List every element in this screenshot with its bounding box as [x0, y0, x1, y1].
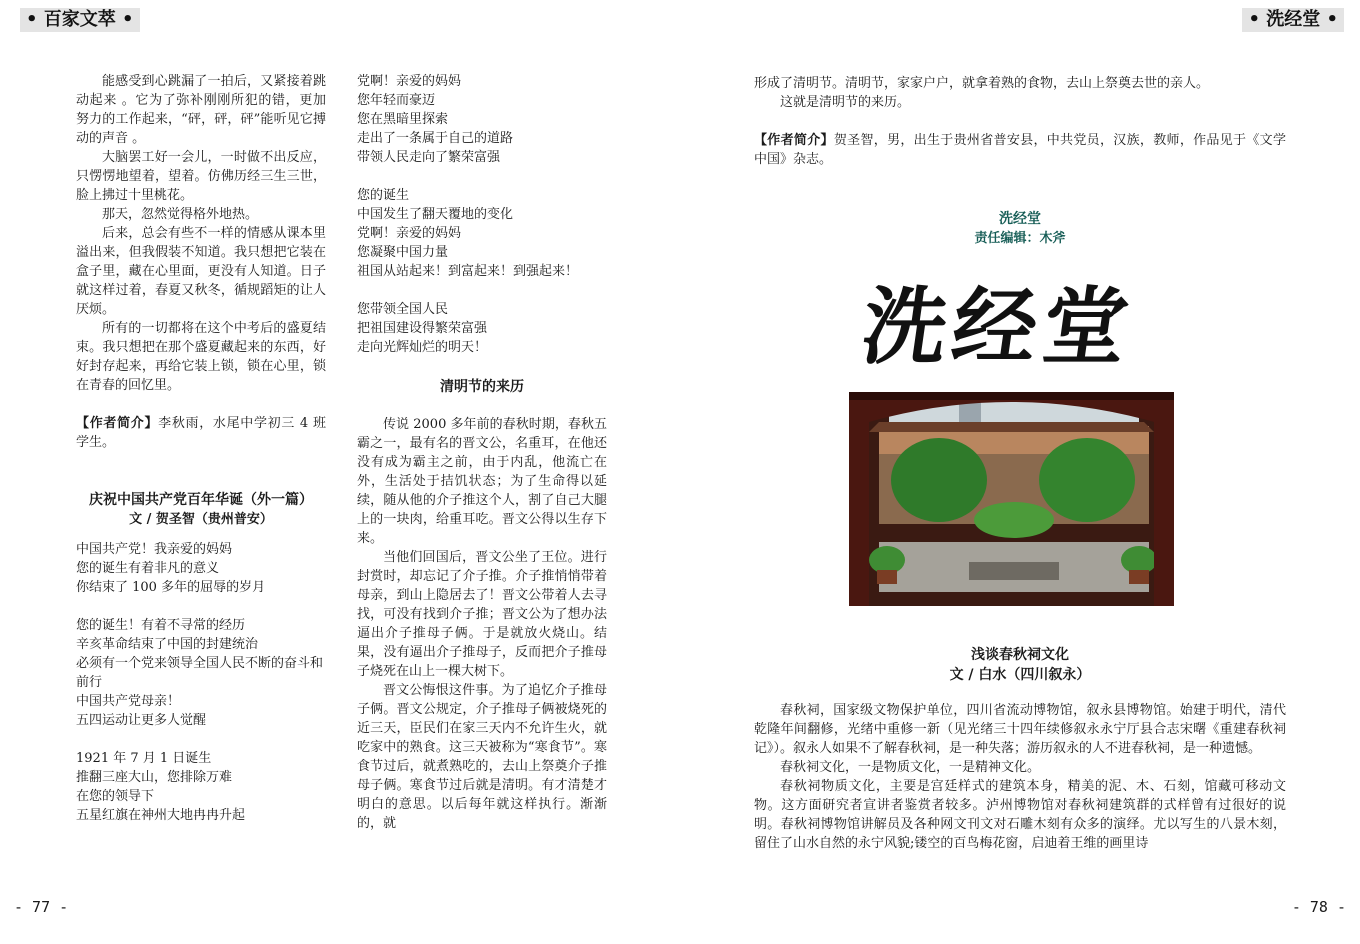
paragraph: 后来，总会有些不一样的情感从课本里溢出来，但我假装不知道。我只想把它装在盒子里，藏在心里面，更没有人知道。日子就这样过着，春夏又秋冬，循规蹈矩的让人厌烦。	[76, 226, 326, 317]
poem-line: 必须有一个党来领导全国人民不断的奋斗和前行	[76, 656, 324, 690]
poem-line: 走向光辉灿烂的明天！	[357, 340, 488, 355]
poem-line: 带领人民走向了繁荣富强	[357, 150, 501, 165]
poem-title: 庆祝中国共产党百年华诞（外一篇）	[89, 492, 313, 508]
paragraph: 春秋祠物质文化，主要是宫廷样式的建筑本身，精美的泥、木、石刻，馆藏可移动文物。这方面研究者宣讲者鉴赏者较多。泸州博物馆对春秋祠建筑群的式样曾有过很好的说明。春秋祠博物馆讲解员及各种网文刊文对石雕木刻有众多的演绎。尤以写生的八景木刻，留住了山水自然的永宁风貌;镂空的百鸟梅花窗，启迪着王维的画里诗	[754, 779, 1286, 851]
poem-byline: 文 / 贺圣智（贵州普安）	[129, 512, 273, 527]
paragraph: 能感受到心跳漏了一拍后，又紧接着跳动起来 。它为了弥补刚刚所犯的错，更加努力的工作起来，“砰，砰，砰”能听见它搏动的声音 。	[76, 74, 326, 146]
section-editor: 责任编辑：木斧	[974, 231, 1066, 246]
calligraphy-text: 洗经堂	[856, 276, 1141, 376]
poem-line: 1921 年 7 月 1 日诞生	[76, 751, 212, 766]
poem-line: 中国共产党母亲！	[76, 694, 181, 709]
author-bio	[754, 131, 1286, 169]
paragraph: 传说 2000 多年前的春秋时期，春秋五霸之一，最有名的晋文公，名重耳，在他还没有成为霸主之前，由于内乱，他流亡在外，生活处于拮饥状态；为了生命得以延续，随从他的介子推这个人，割了自己大腿上的一块肉，给重耳吃。晋文公得以生存下来。	[357, 417, 607, 546]
essay-title: 浅谈春秋祠文化	[971, 647, 1069, 663]
courtyard-photo	[849, 392, 1174, 606]
poem-line: 您的诞生有着非凡的意义	[76, 561, 220, 576]
author-bio	[76, 414, 326, 452]
poem-line: 您的诞生！有着不寻常的经历	[76, 618, 246, 633]
author-bio-text: 贺圣智，男，出生于贵州省普安县，中共党员，汉族，教师，作品见于《文学中国》杂志。	[754, 133, 1286, 167]
poem-lines-1	[76, 540, 326, 825]
paragraph: 晋文公悔恨这件事。为了追忆介子推母子俩。晋文公规定，介子推母子俩被烧死的近三天，臣民们在家三天内不允许生火，就吃家中的熟食。这三天被称为“寒食节”。寒食节过后，就煮熟吃的，去山上祭奠介子推母子俩。寒食节过后就是清明。有才清楚才明白的意思。以后每年就这样执行。渐渐的，就	[357, 683, 607, 831]
paragraph: 这就是清明节的来历。	[780, 95, 911, 110]
poem-line: 中国共产党！我亲爱的妈妈	[76, 542, 233, 557]
poem-line: 您年轻而豪迈	[357, 93, 436, 108]
poem-line: 辛亥革命结束了中国的封建统治	[76, 637, 259, 652]
poem-line: 中国发生了翻天覆地的变化	[357, 207, 514, 222]
poem-line: 您在黑暗里探索	[357, 112, 449, 127]
author-bio-label: 【作者简介】	[754, 133, 834, 148]
essay-title: 清明节的来历	[440, 379, 524, 395]
poem-lines-2	[357, 72, 607, 357]
poem-line: 把祖国建设得繁荣富强	[357, 321, 488, 336]
poem-line: 您的诞生	[357, 188, 410, 203]
column-1	[76, 72, 326, 825]
author-bio-text: 李秋雨，水尾中学初三 4 班学生。	[76, 416, 326, 450]
author-bio-label: 【作者简介】	[76, 416, 159, 431]
paragraph: 春秋祠，国家级文物保护单位，四川省流动博物馆，叙永县博物馆。始建于明代，清代乾隆年间翻修，光绪中重修一新（见光绪三十四年续修叙永永宁厅县合志宋曙《重建春秋祠记》）。叙永人如果不了解春秋祠，是一种失落；游历叙永的人不进春秋祠，是一种遗憾。	[754, 703, 1286, 756]
paragraph: 当他们回国后，晋文公坐了王位。进行封赏时，却忘记了介子推。介子推悄悄带着母亲，到山上隐居去了！晋文公带着人去寻找，可没有找到介子推；晋文公为了想办法逼出介子推母子俩。于是就放火烧山。结果，没有逼出介子推母子，反而把介子推母子烧死在山上一棵大树下。	[357, 550, 607, 679]
poem-line: 五星红旗在神州大地冉冉升起	[76, 808, 246, 823]
paragraph: 那天，忽然觉得格外地热。	[102, 207, 259, 222]
poem-line: 党啊！亲爱的妈妈	[357, 226, 462, 241]
paragraph: 所有的一切都将在这个中考后的盛夏结束。我只想把在那个盛夏藏起来的东西，好好封存起来，再给它装上锁，锁在心里，锁在青春的回忆里。	[76, 321, 326, 393]
calligraphy-title-image	[858, 256, 1140, 384]
section-header-left: • 百家文萃 •	[20, 8, 140, 32]
essay-byline: 文 / 白水（四川叙永）	[949, 667, 1091, 683]
paragraph: 大脑罢工好一会儿，一时做不出反应，只愣愣地望着，望着。仿佛历经三生三世，脸上拂过十里桃花。	[76, 150, 326, 203]
poem-line: 你结束了 100 多年的屈辱的岁月	[76, 580, 266, 595]
paragraph: 形成了清明节。清明节，家家户户，就拿着熟的食物，去山上祭奠去世的亲人。	[754, 76, 1210, 91]
page-number-left: - 77 -	[14, 898, 69, 916]
poem-line: 祖国从站起来！到富起来！到强起来！	[357, 264, 579, 279]
page-number-right: - 78 -	[1291, 898, 1346, 916]
section-header-right: • 洗经堂 •	[1242, 8, 1344, 32]
poem-line: 在您的领导下	[76, 789, 155, 804]
poem-line: 您凝聚中国力量	[357, 245, 449, 260]
section-title: 洗经堂	[999, 211, 1041, 227]
paragraph: 春秋祠文化，一是物质文化，一是精神文化。	[780, 760, 1041, 775]
poem-line: 党啊！亲爱的妈妈	[357, 74, 462, 89]
poem-line: 走出了一条属于自己的道路	[357, 131, 514, 146]
poem-line: 五四运动让更多人觉醒	[76, 713, 207, 728]
poem-line: 推翻三座大山，您排除万难	[76, 770, 233, 785]
poem-line: 您带领全国人民	[357, 302, 449, 317]
column-2	[357, 72, 607, 833]
